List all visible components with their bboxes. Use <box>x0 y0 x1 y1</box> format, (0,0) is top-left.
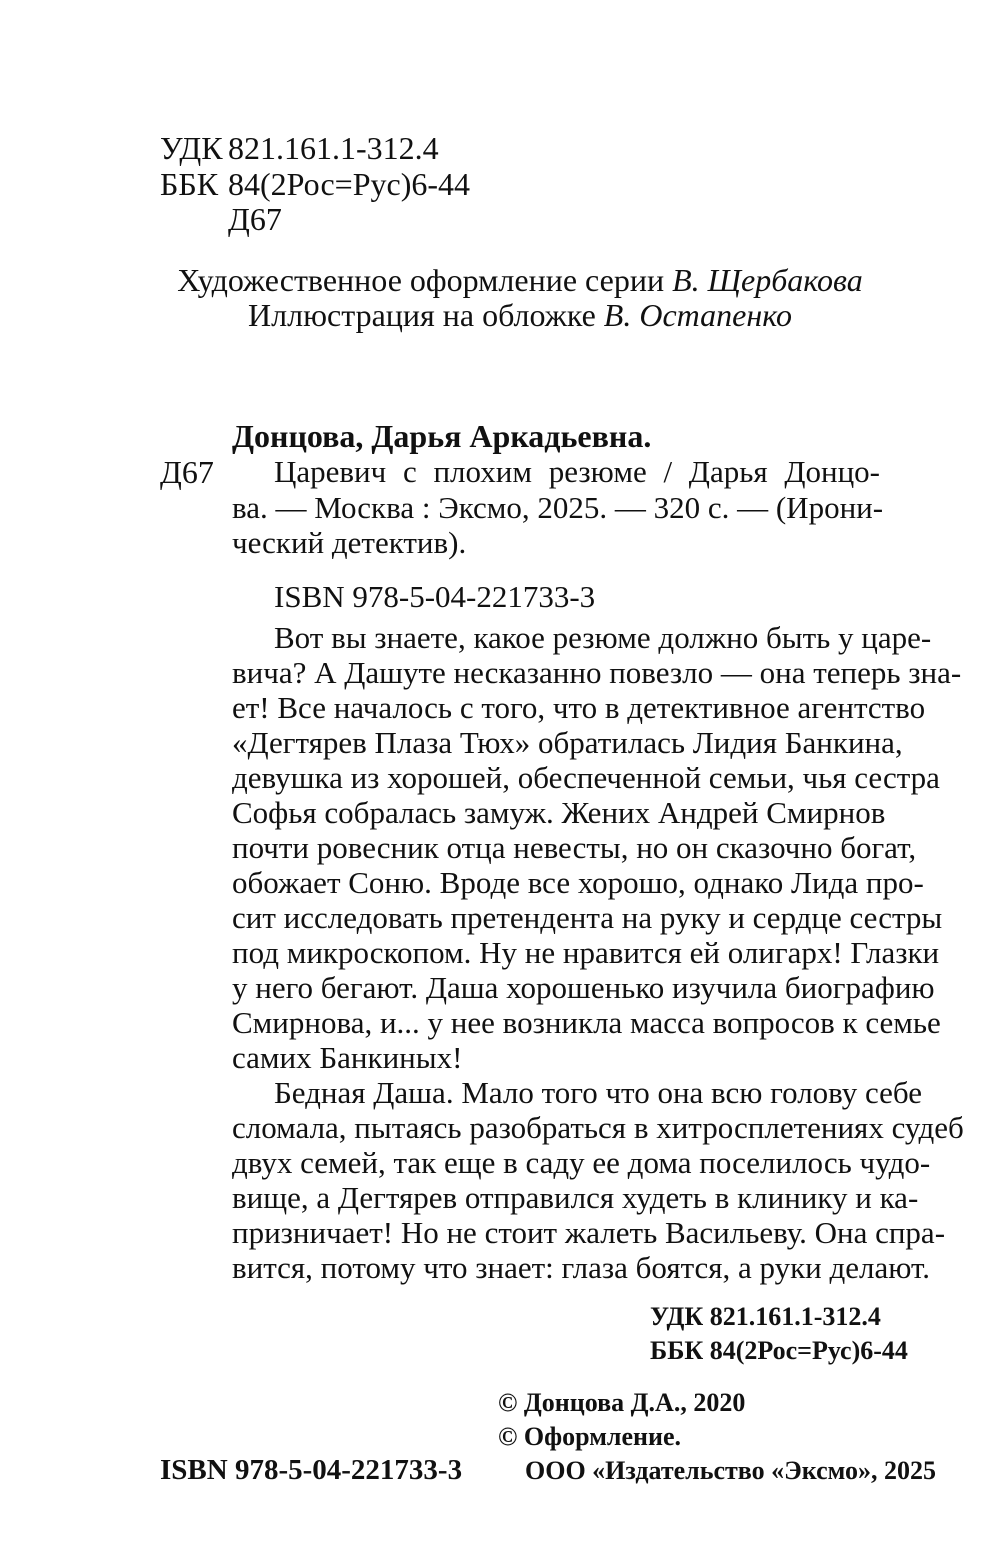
copyright-author: © Донцова Д.А., 2020 <box>498 1388 746 1417</box>
record-isbn: ISBN 978-5-04-221733-3 <box>274 579 596 614</box>
annotation-line: вится, потому что знает: глаза боятся, а руки делают. <box>232 1250 930 1285</box>
annotation-line: самих Банкиных! <box>232 1040 463 1075</box>
illustration-credit-prefix: Иллюстрация на обложке <box>248 297 596 333</box>
footer-bbk: ББК 84(2Рос=Рус)6-44 <box>650 1336 908 1365</box>
footer-udk: УДК 821.161.1-312.4 <box>650 1302 881 1331</box>
bbk-label: ББК <box>160 166 219 202</box>
annotation-line: девушка из хорошей, обеспеченной семьи, чья сестра <box>232 760 940 795</box>
annotation-line: обожает Соню. Вроде все хорошо, однако Лида про- <box>232 865 924 900</box>
design-credit-prefix: Художественное оформление серии <box>177 262 665 298</box>
annotation-line: Смирнова, и... у нее возникла масса вопросов к семье <box>232 1005 941 1040</box>
annotation-line: вича? А Дашуте несказанно повезло — она теперь зна- <box>232 655 962 690</box>
record-line-2: ва. — Москва : Эксмо, 2025. — 320 с. — (Ирони- <box>232 490 884 525</box>
annotation-line: у него бегают. Даша хорошенько изучила биографию <box>232 970 935 1005</box>
illustration-credit-name: В. Остапенко <box>603 297 792 333</box>
copyright-publisher: ООО «Издательство «Эксмо», 2025 <box>525 1456 937 1485</box>
record-line-3: ческий детектив). <box>232 525 467 560</box>
udk-value: 821.161.1-312.4 <box>228 130 439 166</box>
design-credit-name: В. Щербакова <box>672 262 863 298</box>
annotation-line: сломала, пытаясь разобраться в хитросплетениях судеб <box>232 1110 964 1145</box>
annotation-line: Бедная Даша. Мало того что она всю голову себе <box>274 1075 923 1110</box>
annotation-line: вище, а Дегтярев отправился худеть в клинику и ка- <box>232 1180 919 1215</box>
bbk-value: 84(2Рос=Рус)6-44 <box>228 166 471 202</box>
annotation-line: сит исследовать претендента на руку и сердце сестры <box>232 900 943 935</box>
copyright-design: © Оформление. <box>498 1422 682 1451</box>
annotation-line: двух семей, так еще в саду ее дома поселилось чудо- <box>232 1145 931 1180</box>
annotation-line: «Дегтярев Плаза Тюх» обратилась Лидия Банкина, <box>232 725 903 760</box>
author-mark: Д67 <box>160 454 214 490</box>
author-mark-top: Д67 <box>228 201 282 237</box>
annotation-line: призничает! Но не стоит жалеть Васильеву. Она спра- <box>232 1215 946 1250</box>
author-heading: Донцова, Дарья Аркадьевна. <box>232 418 652 454</box>
udk-label: УДК <box>160 130 223 166</box>
illustration-credit <box>0 295 1000 335</box>
annotation-line: Вот вы знаете, какое резюме должно быть у царе- <box>274 620 932 655</box>
design-credit <box>0 260 1000 300</box>
annotation-line: ет! Все началось с того, что в детективное агентство <box>232 690 926 725</box>
record-line-1: Царевич с плохим резюме / Дарья Донцо- <box>274 454 880 489</box>
annotation-line: под микроскопом. Ну не нравится ей олигарх! Глазки <box>232 935 940 970</box>
annotation-line: почти ровесник отца невесты, но он сказочно богат, <box>232 830 917 865</box>
footer-isbn: ISBN 978-5-04-221733-3 <box>160 1454 463 1486</box>
annotation-line: Софья собралась замуж. Жених Андрей Смирнов <box>232 795 886 830</box>
